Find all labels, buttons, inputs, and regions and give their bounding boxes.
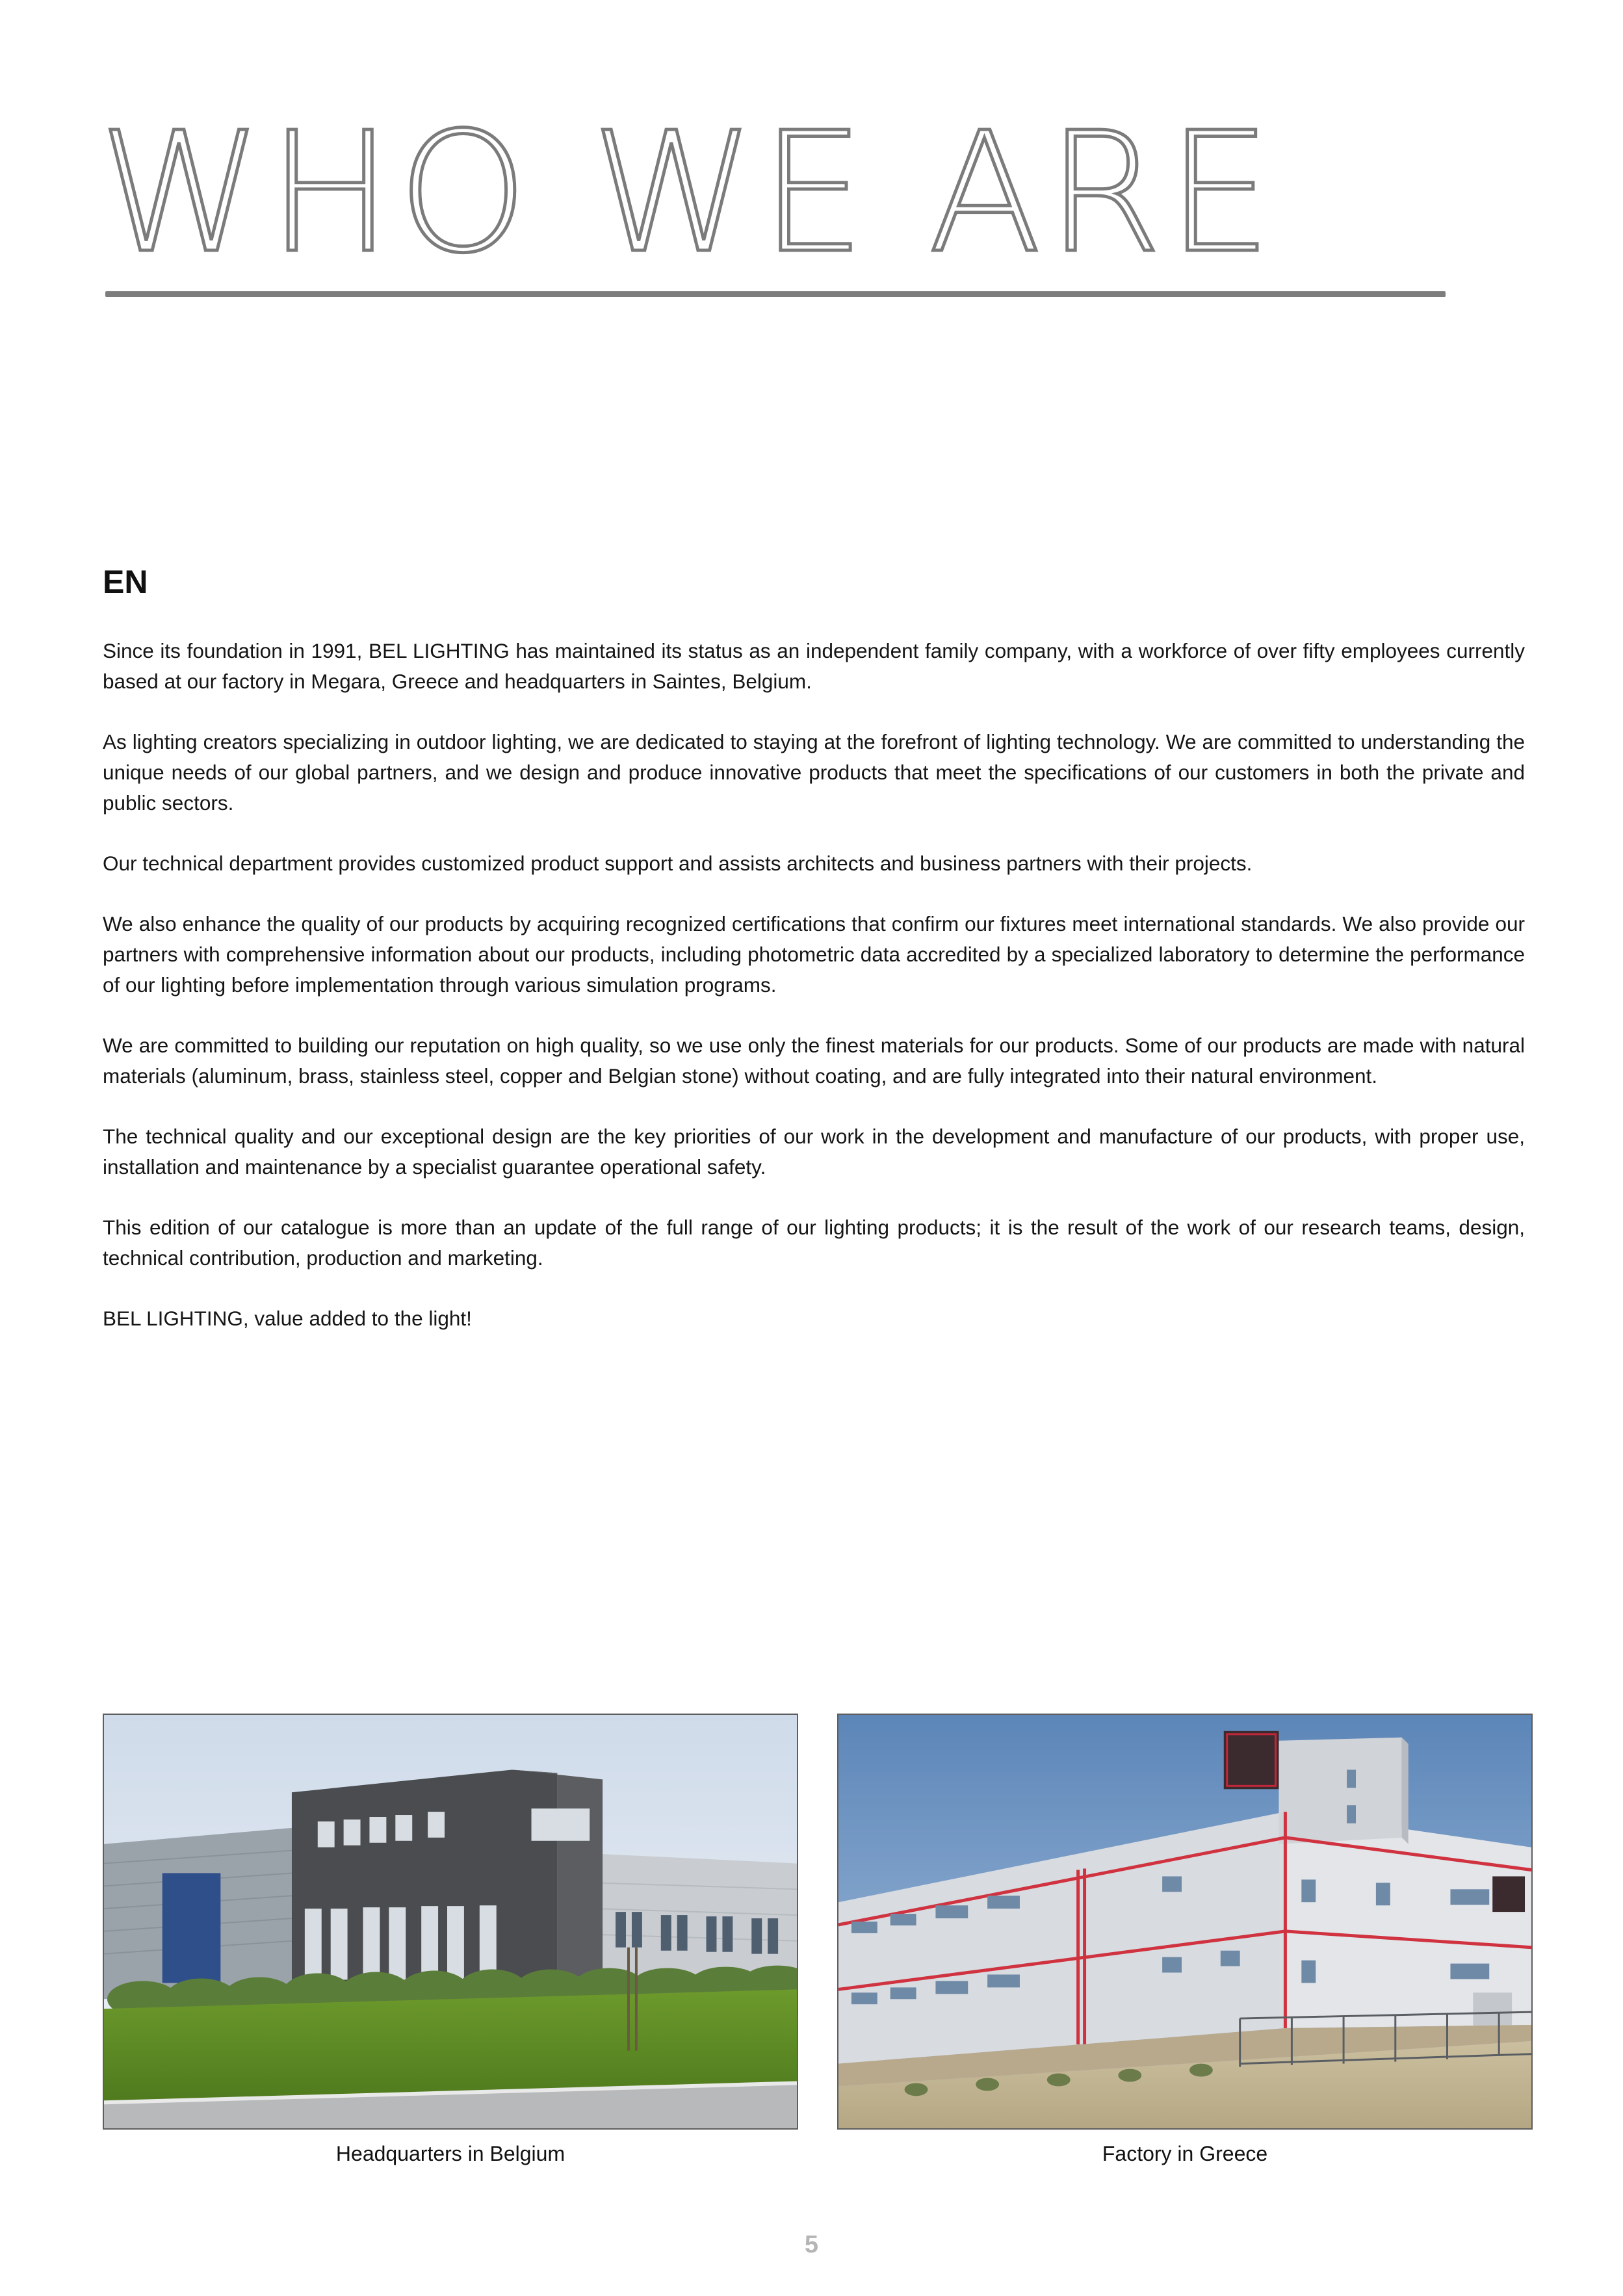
- headquarters-caption: Headquarters in Belgium: [335, 2142, 565, 2165]
- paragraph-technical-quality: The technical quality and our exceptional design are the key priorities of our work in the development and manufacture of our products, with proper use, installation and maintenance by a specialist guarantee operational safety.: [103, 1125, 1525, 1179]
- factory-photo: [837, 1714, 1533, 2130]
- paragraph-certifications: We also enhance the quality of our products by acquiring recognized certifications that confirm our fixtures meet international standards. We also provide our partners with comprehensive information about our products, including photometric data accredited by a specialized laboratory to determine the performance of our lighting before implementation through various simulation programs.: [103, 912, 1525, 997]
- paragraph-materials: We are committed to building our reputation on high quality, so we use only the finest materials for our products. Some of our products are made with natural materials (aluminum, brass, stainless steel, copper and Belgian stone) without coating, and are fully integrated into their natural environment.: [103, 1034, 1525, 1088]
- factory-illustration: [838, 1715, 1531, 2128]
- headquarters-illustration: [104, 1715, 797, 2128]
- paragraph-lighting-creators: As lighting creators specializing in outdoor lighting, we are dedicated to staying at the forefront of lighting technology. We are committed to understanding the unique needs of our global partners, and we design and produce innovative products that meet the specifications of our customers in both the private and public sectors.: [103, 730, 1525, 815]
- paragraph-foundation: Since its foundation in 1991, BEL LIGHTING has maintained its status as an independent family company, with a workforce of over fifty employees currently based at our factory in Megara, Greece and headquarters in Saintes, Belgium.: [103, 639, 1525, 693]
- body-text: [103, 636, 1525, 1364]
- paragraph-slogan: BEL LIGHTING, value added to the light!: [103, 1307, 472, 1330]
- title-underline: [105, 291, 1446, 297]
- factory-caption: Factory in Greece: [1102, 2142, 1268, 2165]
- paragraph-technical-department: Our technical department provides customized product support and assists architects and business partners with their projects.: [103, 852, 1253, 875]
- page-number: 5: [804, 2231, 819, 2258]
- page-title: WHO WE ARE: [99, 97, 1277, 290]
- paragraph-catalogue-edition: This edition of our catalogue is more than an update of the full range of our lighting products; it is the result of the work of our research teams, design, technical contribution, production and marketing.: [103, 1216, 1525, 1270]
- language-heading: EN: [103, 564, 148, 600]
- headquarters-photo: [103, 1714, 798, 2130]
